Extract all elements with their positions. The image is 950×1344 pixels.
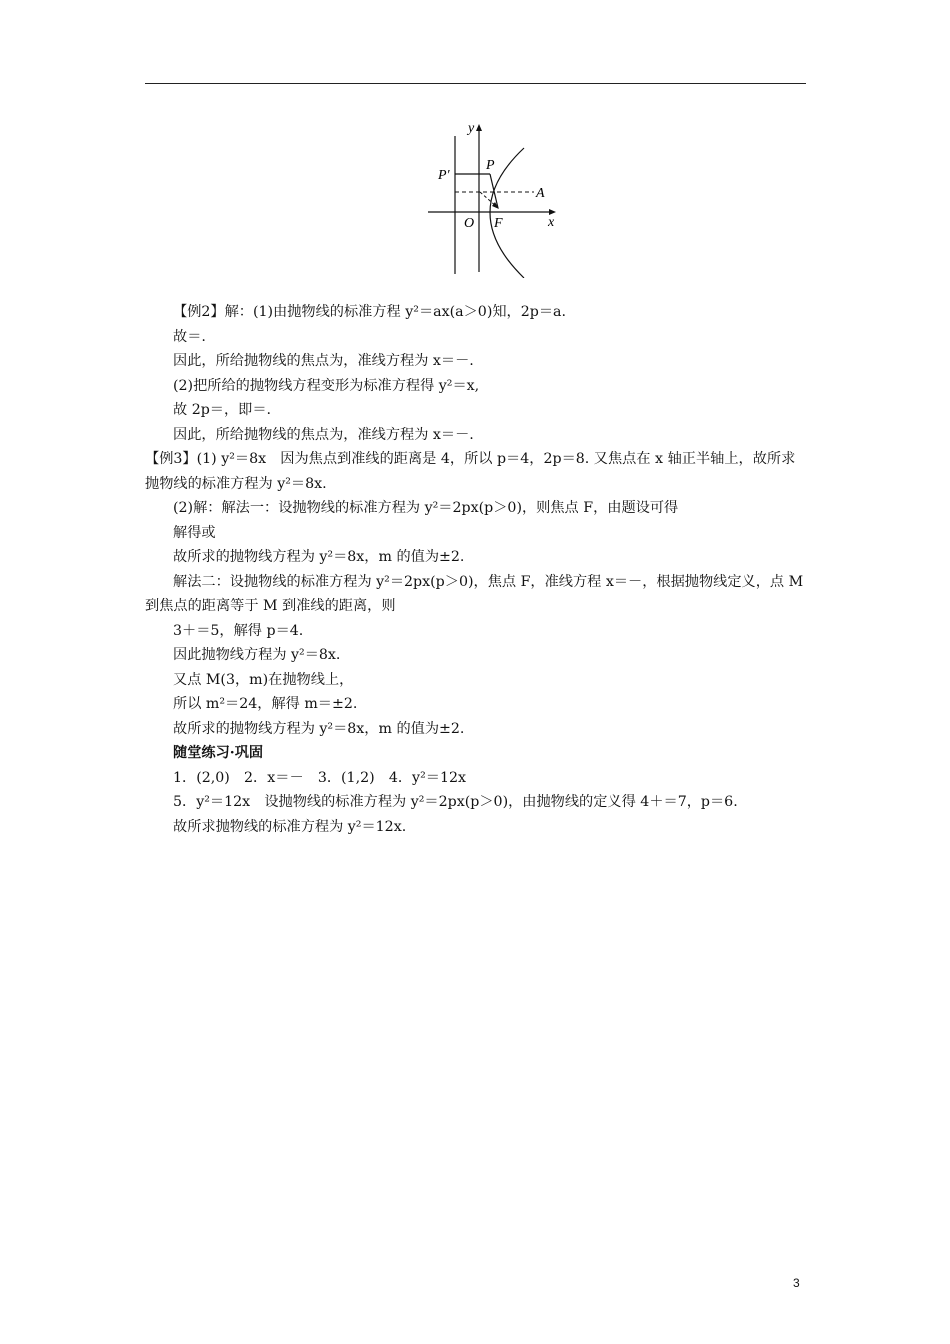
label-x: x [548, 215, 555, 230]
y-axis-arrow [476, 124, 482, 131]
text-line: 解得或 [173, 524, 216, 541]
text-line: (2)解：解法一：设抛物线的标准方程为 y²＝2px(p＞0)，则焦点 F，由题设可得 [173, 500, 679, 516]
text-line: 故所求的抛物线方程为 y²＝8x，m 的值为±2. [173, 720, 465, 737]
text-line: 1．(2,0) 2．x＝－ 3．(1,2) 4．y²＝12x [173, 769, 467, 786]
text-line: 所以 m²＝24，解得 m＝±2. [173, 696, 358, 712]
text-line: 故＝. [173, 328, 206, 345]
text-line: 故所求抛物线的标准方程为 y²＝12x. [173, 818, 407, 835]
text-line: 故 2p＝，即＝. [173, 402, 272, 418]
label-o: O [464, 216, 475, 231]
label-a: A [536, 186, 545, 201]
parabola-diagram [422, 118, 564, 278]
parabola-figure [422, 118, 564, 278]
text-line: (2)把所给的抛物线方程变形为标准方程得 y²＝x, [173, 377, 480, 394]
text-line: 故所求的抛物线方程为 y²＝8x，m 的值为±2. [173, 549, 465, 565]
text-line: 【例3】(1) y²＝8x 因为焦点到准线的距离是 4，所以 p＝4，2p＝8. 又焦点在 x 轴正半轴上，故所求抛物线的标准方程为 y²＝8x. [145, 451, 796, 492]
header-rule [145, 83, 806, 84]
text-line: 3＋＝5，解得 p＝4. [173, 622, 304, 639]
text-line: 又点 M(3，m)在抛物线上， [173, 671, 354, 688]
solution-text [145, 300, 806, 839]
parabola-curve [490, 148, 524, 278]
text-line: 因此，所给抛物线的焦点为，准线方程为 x＝－. [173, 426, 474, 443]
text-line: 解法二：设抛物线的标准方程为 y²＝2px(p＞0)，焦点 F，准线方程 x＝－，根据抛物线定义，点 M 到焦点的距离等于 M 到准线的距离，则 [145, 573, 804, 614]
label-f: F [494, 216, 503, 231]
section-heading: 随堂练习·巩固 [173, 745, 264, 761]
label-p-prime: P′ [438, 168, 450, 183]
label-p: P [486, 158, 495, 173]
text-line: 【例2】解：(1)由抛物线的标准方程 y²＝ax(a＞0)知，2p＝a. [173, 304, 566, 320]
page-number: 3 [793, 1276, 800, 1290]
text-line: 因此抛物线方程为 y²＝8x. [173, 647, 341, 663]
text-line: 因此，所给抛物线的焦点为，准线方程为 x＝－. [173, 353, 474, 369]
label-y: y [468, 121, 475, 136]
text-line: 5．y²＝12x 设抛物线的标准方程为 y²＝2px(p＞0)，由抛物线的定义得 4＋＝7，p＝6. [173, 794, 738, 810]
